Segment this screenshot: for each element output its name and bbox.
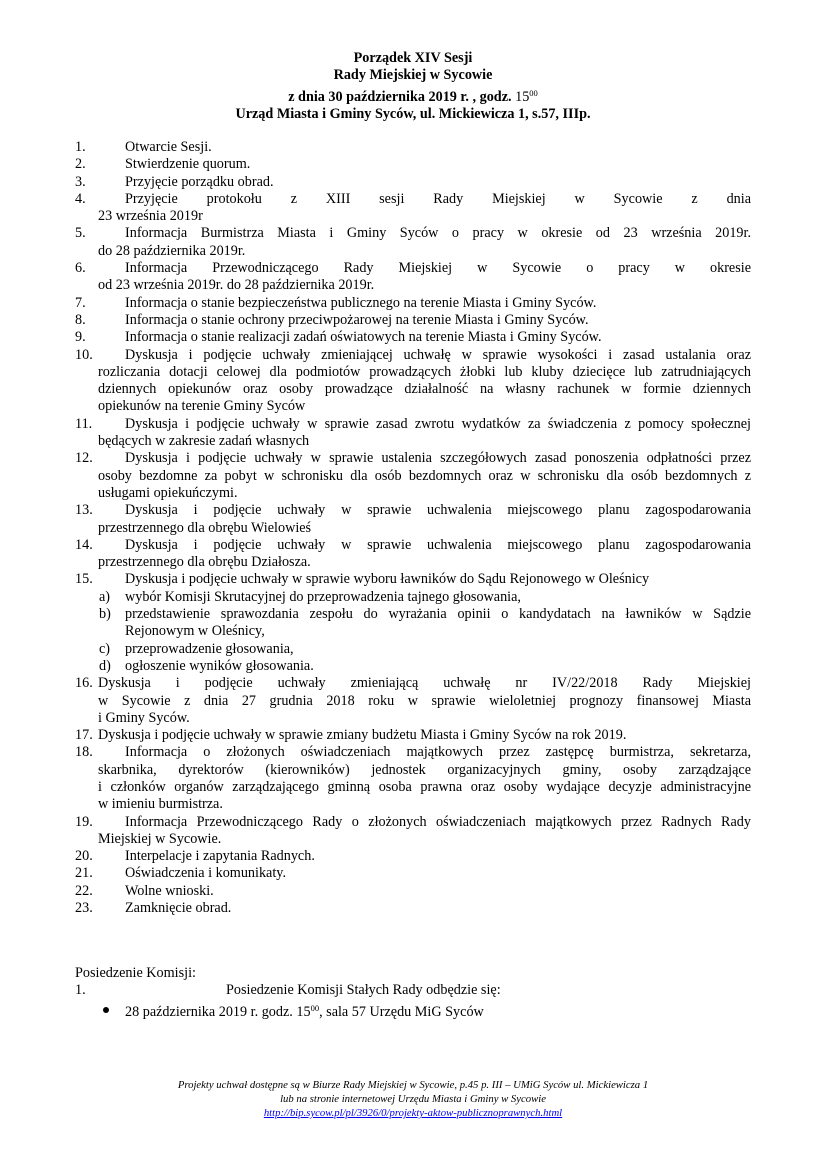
agenda-item-number: 12.: [75, 450, 93, 467]
session-time: 15: [515, 88, 530, 105]
agenda-subitem-letter: a): [99, 588, 111, 605]
agenda-item: [75, 727, 751, 744]
agenda-item-number: 7.: [75, 294, 86, 311]
agenda-item-number: 8.: [75, 311, 86, 328]
agenda-item-text: do 28 października 2019r.: [98, 242, 246, 259]
agenda-item-text: skarbnika, dyrektorów (kierowników) jednostek organizacyjnych gminy, osoby zarządzające: [98, 761, 751, 778]
agenda-item-number: 19.: [75, 813, 93, 830]
agenda-item-text: Przyjęcie porządku obrad.: [125, 173, 274, 190]
agenda-item: [75, 295, 751, 312]
agenda-item-text: osoby bezdomne za pobyt w schronisku dla osób bezdomnych oraz w schronisku dla osób bezdomnych z: [98, 467, 751, 484]
agenda-subitem: [75, 641, 751, 658]
committee-heading: Posiedzenie Komisji:: [75, 965, 196, 981]
agenda-subitem: [75, 658, 751, 675]
document-header: [0, 50, 826, 124]
agenda-item-number: 4.: [75, 190, 86, 207]
agenda-item-number: 21.: [75, 865, 93, 882]
agenda-item-text: w Sycowie z dnia 27 grudnia 2018 roku w sprawie wieloletniej prognozy finansowej Miasta: [98, 692, 751, 709]
agenda-item-text: Dyskusja i podjęcie uchwały w sprawie uchwalenia miejscowego planu zagospodarowania: [125, 536, 751, 553]
agenda-item: [75, 883, 751, 900]
committee-section: [75, 965, 751, 1021]
session-date: [0, 85, 826, 106]
agenda-item: [75, 502, 751, 537]
agenda-item-number: 10.: [75, 346, 93, 363]
agenda-item-text: przestrzennego dla obrębu Wielowieś: [98, 519, 312, 536]
agenda-item-text: 23 września 2019r: [98, 208, 203, 225]
document-footer: [0, 1078, 826, 1120]
agenda-item-number: 15.: [75, 571, 93, 588]
agenda-item: [75, 744, 751, 813]
agenda-item-text: Dyskusja i podjęcie uchwały w sprawie uchwalenia miejscowego planu zagospodarowania: [125, 502, 751, 519]
agenda-subitem-letter: b): [99, 606, 111, 623]
agenda-item-number: 6.: [75, 260, 86, 277]
agenda-item-text: i członków organów zarządzającego gminną osoba prawna oraz osoby wydające decyzje administracyjne: [98, 778, 751, 795]
committee-item: [75, 982, 751, 999]
agenda-item-text: od 23 września 2019r. do 28 października 2019r.: [98, 277, 375, 294]
agenda-item: [75, 865, 751, 882]
agenda-item-text: i Gminy Syców.: [98, 709, 190, 726]
agenda-item-text: Dyskusja i podjęcie uchwały zmieniającej uchwałę w sprawie wysokości i zasad ustalania oraz: [125, 346, 751, 363]
agenda-item: [75, 450, 751, 502]
agenda-item: [75, 848, 751, 865]
agenda-item-text: Informacja o stanie realizacji zadań oświatowych na terenie Miasta i Gminy Syców.: [125, 329, 602, 346]
agenda-item: [75, 139, 751, 156]
agenda-item-text: będących w zakresie zadań własnych: [98, 433, 310, 450]
agenda-item: [75, 537, 751, 572]
agenda-item-text: Dyskusja i podjęcie uchwały w sprawie wyboru ławników do Sądu Rejonowego w Oleśnicy: [125, 571, 650, 588]
agenda-subitem-text: ogłoszenie wyników głosowania.: [125, 657, 314, 674]
agenda-subitem: [75, 606, 751, 641]
agenda-item-text: Oświadczenia i komunikaty.: [125, 865, 287, 882]
agenda-item: [75, 675, 751, 727]
agenda-item: [75, 191, 751, 226]
agenda-item-number: 22.: [75, 882, 93, 899]
council-name: Rady Miejskiej w Sycowie: [333, 67, 493, 84]
agenda-item-number: 14.: [75, 536, 93, 553]
agenda-item-number: 13.: [75, 502, 93, 519]
committee-bullet-minutes: 00: [310, 1002, 320, 1013]
agenda-item-number: 9.: [75, 329, 86, 346]
agenda-item-number: 5.: [75, 225, 86, 242]
committee-item-text: Posiedzenie Komisji Stałych Rady odbędzie się:: [226, 982, 501, 999]
agenda-item-text: Dyskusja i podjęcie uchwały w sprawie zmiany budżetu Miasta i Gminy Syców na rok 2019.: [98, 727, 627, 744]
agenda-item-text: Miejskiej w Sycowie.: [98, 830, 222, 847]
agenda-item-text: Informacja Burmistrza Miasta i Gminy Syców o pracy w okresie od 23 września 2019r.: [125, 225, 751, 242]
session-title: Porządek XIV Sesji: [353, 50, 473, 66]
agenda-subitem-letter: d): [99, 657, 111, 674]
committee-bullet: [75, 1000, 751, 1021]
agenda-list: [75, 139, 751, 917]
footer-link[interactable]: http://bip.sycow.pl/pl/3926/0/projekty-aktow-publicznoprawnych.html: [263, 1107, 563, 1119]
agenda-item-text: Informacja o złożonych oświadczeniach majątkowych przez zastępcę burmistrza, sekretarza,: [125, 744, 751, 761]
agenda-subitem-text: przeprowadzenie głosowania,: [125, 640, 294, 657]
session-location: Urząd Miasta i Gminy Syców, ul. Mickiewicza 1, s.57, IIIp.: [235, 106, 591, 123]
agenda-item-number: 20.: [75, 848, 93, 865]
agenda-item-text: Stwierdzenie quorum.: [125, 156, 251, 173]
agenda-subitem-text: Rejonowym w Oleśnicy,: [125, 623, 265, 640]
session-time-minutes: 00: [529, 87, 538, 98]
agenda-item: [75, 174, 751, 191]
agenda-item: [75, 347, 751, 416]
agenda-item-number: 1.: [75, 139, 86, 155]
agenda-item-text: Dyskusja i podjęcie uchwały w sprawie zasad zwrotu wydatków za świadczenia z pomocy społecznej: [125, 415, 751, 432]
agenda-item-text: w imieniu burmistrza.: [98, 796, 223, 813]
footer-line-1: Projekty uchwał dostępne są w Biurze Rady Miejskiej w Sycowie, p.45 p. III – UMiG Syców ul. Mickiewicza 1: [177, 1079, 649, 1091]
agenda-item: [75, 260, 751, 295]
agenda-item: [75, 225, 751, 260]
footer-line-2: lub na stronie internetowej Urzędu Miasta i Gminy w Sycowie: [280, 1093, 546, 1105]
agenda-item: [75, 416, 751, 451]
agenda-subitem-text: przedstawienie sprawozdania zespołu do wyrażania opinii o kandydatach na ławników w Sądzie: [125, 606, 751, 623]
committee-bullet-date: 28 października 2019 r. godz. 15: [125, 1003, 311, 1020]
agenda-item-text: Informacja o stanie ochrony przeciwpożarowej na terenie Miasta i Gminy Syców.: [125, 311, 589, 328]
agenda-item-number: 2.: [75, 156, 86, 173]
agenda-item: [75, 329, 751, 346]
agenda-item-number: 3.: [75, 173, 86, 190]
agenda-item-number: 16.: [75, 675, 93, 692]
agenda-item-text: usługami opiekuńczymi.: [98, 484, 238, 501]
agenda-item: [75, 156, 751, 173]
session-date-text: z dnia 30 października 2019 r. , godz.: [288, 88, 516, 105]
agenda-item-number: 23.: [75, 900, 93, 917]
agenda-item: [75, 312, 751, 329]
agenda-item-text: Dyskusja i podjęcie uchwały zmieniającą uchwałę nr IV/22/2018 Rady Miejskiej: [98, 675, 751, 692]
agenda-item-text: dziennych opiekunów oraz osoby prowadzące działalność na własny rachunek w formie dziennych: [98, 381, 751, 398]
bullet-icon: [103, 1007, 109, 1013]
agenda-item-text: rozliczania dotacji celowej dla podmiotów prowadzących żłobki lub kluby dziecięce lub zatrudniających: [98, 363, 751, 380]
agenda-item-number: 11.: [75, 415, 93, 432]
agenda-item-text: Informacja Przewodniczącego Rady o złożonych oświadczeniach majątkowych przez Radnych Rady: [125, 813, 751, 830]
agenda-item-text: Wolne wnioski.: [125, 882, 214, 899]
agenda-item-text: opiekunów na terenie Gminy Syców: [98, 398, 306, 415]
agenda-item: [75, 571, 751, 588]
agenda-item: [75, 900, 751, 917]
agenda-subitem-text: wybór Komisji Skrutacyjnej do przeprowadzenia tajnego głosowania,: [125, 588, 521, 605]
agenda-item: [75, 814, 751, 849]
committee-bullet-location: , sala 57 Urzędu MiG Syców: [319, 1003, 484, 1020]
agenda-item-text: Dyskusja i podjęcie uchwały w sprawie ustalenia szczegółowych zasad ponoszenia odpłatności przez: [125, 450, 751, 467]
committee-item-number: 1.: [75, 982, 86, 999]
agenda-item-text: przestrzennego dla obrębu Działosza.: [98, 554, 311, 571]
agenda-item-number: 17.: [75, 727, 93, 744]
agenda-subitem: [75, 589, 751, 606]
agenda-item-text: Otwarcie Sesji.: [125, 139, 212, 155]
agenda-item-text: Interpelacje i zapytania Radnych.: [125, 848, 315, 865]
agenda-item-text: Informacja Przewodniczącego Rady Miejskiej w Sycowie o pracy w okresie: [125, 260, 751, 277]
agenda-item-text: Przyjęcie protokołu z XIII sesji Rady Miejskiej w Sycowie z dnia: [125, 190, 751, 207]
agenda-item-number: 18.: [75, 744, 93, 761]
agenda-item-text: Informacja o stanie bezpieczeństwa publicznego na terenie Miasta i Gminy Syców.: [125, 294, 597, 311]
agenda-subitem-letter: c): [99, 640, 111, 657]
agenda-item-text: Zamknięcie obrad.: [125, 900, 232, 917]
